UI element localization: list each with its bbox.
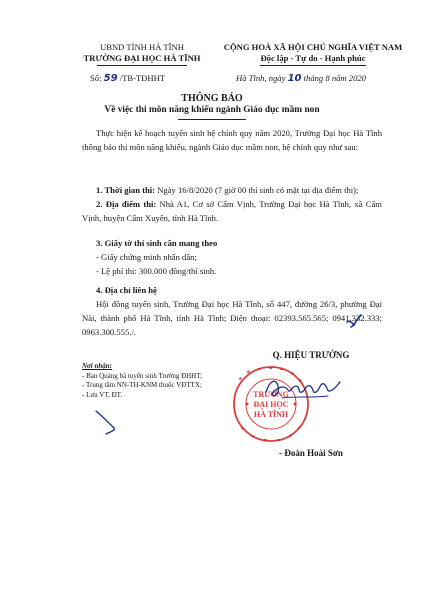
handwritten-check-mark <box>345 313 363 329</box>
stamp-text-line-1: TRƯỜNG <box>253 390 289 399</box>
motto-underline <box>260 65 366 66</box>
section-contact-label: 4. Địa chỉ liên hệ <box>96 285 157 295</box>
doc-number-handwritten: 59 <box>103 73 118 84</box>
date-day-handwritten: 10 <box>287 73 302 84</box>
recipient-item: - Lưu VT, ĐT. <box>82 390 123 399</box>
org-underline <box>97 65 187 66</box>
date-suffix: tháng 8 năm 2020 <box>303 73 366 83</box>
section-exam-location <box>82 197 382 225</box>
document-number <box>90 73 165 84</box>
section-contact-text: Hội đồng tuyển sinh, Trường Đại học Hà Tĩnh, số 447, đường 26/3, phường Đại Nài, thành phố Hà Tĩnh, tỉnh Hà Tĩnh; Điện thoại: 02393.565.565; 0941.332.333; 0963.300.555./. <box>82 299 382 337</box>
handwritten-signature <box>262 372 342 406</box>
stamp-text-line-2: ĐẠI HỌC <box>253 400 289 409</box>
recipient-item: - Trung tâm NN-TH-KNM thuộc VĐTTX; <box>82 381 202 389</box>
doc-number-suffix: /TB-TĐHHT <box>119 73 166 83</box>
national-header <box>218 42 408 66</box>
section-3-item-1: - Giấy chứng minh nhân dân; <box>96 252 197 262</box>
doc-number-prefix: Số: <box>90 73 102 83</box>
document-title: THÔNG BÁO <box>181 93 243 104</box>
section-1-label: 1. Thời gian thi: <box>96 185 156 195</box>
recipient-item: - Ban Quảng bá tuyển sinh Trường ĐHHT; <box>82 371 203 380</box>
date-prefix: Hà Tĩnh, ngày <box>236 73 286 83</box>
section-1-text: Ngày 16/8/2020 (7 giờ 00 thí sinh có mặt tại địa điểm thi); <box>157 185 359 195</box>
nation-line-2: Độc lập - Tự do - Hạnh phúc <box>260 53 366 63</box>
org-line-2: TRƯỜNG ĐẠI HỌC HÀ TĨNH <box>83 53 201 63</box>
signer-title: Q. HIỆU TRƯỞNG <box>272 350 350 360</box>
stamp-text-line-3: HÀ TĨNH <box>253 410 289 419</box>
section-exam-time <box>82 183 382 197</box>
recipients-block <box>82 362 252 400</box>
subtitle-underline <box>178 119 246 120</box>
section-documents-label: 3. Giấy tờ thí sinh cần mang theo <box>96 238 218 248</box>
document-date <box>236 73 366 84</box>
section-2-text: Nhà A1, Cơ sở Cẩm Vịnh, Trường Đại học Hà Tĩnh, xã Cẩm Vịnh, huyện Cẩm Xuyên, tỉnh Hà Tĩnh. <box>82 199 382 223</box>
recipients-label: Nơi nhận: <box>82 362 113 370</box>
intro-paragraph: Thực hiện kế hoạch tuyển sinh hệ chính quy năm 2020, Trường Đại học Hà Tĩnh thông báo thi môn năng khiếu, ngành Giáo dục mầm non, hệ chính quy như sau: <box>82 128 382 152</box>
document-subtitle: Về việc thi môn năng khiếu ngành Giáo dục mầm non <box>104 105 320 115</box>
section-2-label: 2. Địa điểm thi: <box>96 199 157 209</box>
issuing-organization <box>62 42 222 66</box>
signer-name: - Đoàn Hoài Sơn <box>279 448 343 458</box>
nation-line-1: CỘNG HOÀ XÃ HỘI CHỦ NGHĨA VIỆT NAM <box>223 42 403 52</box>
section-3-item-2: - Lệ phí thi: 300.000 đồng/thí sinh. <box>96 266 217 276</box>
org-line-1: UBND TỈNH HÀ TĨNH <box>100 42 184 52</box>
handwritten-slash-mark <box>92 408 128 436</box>
